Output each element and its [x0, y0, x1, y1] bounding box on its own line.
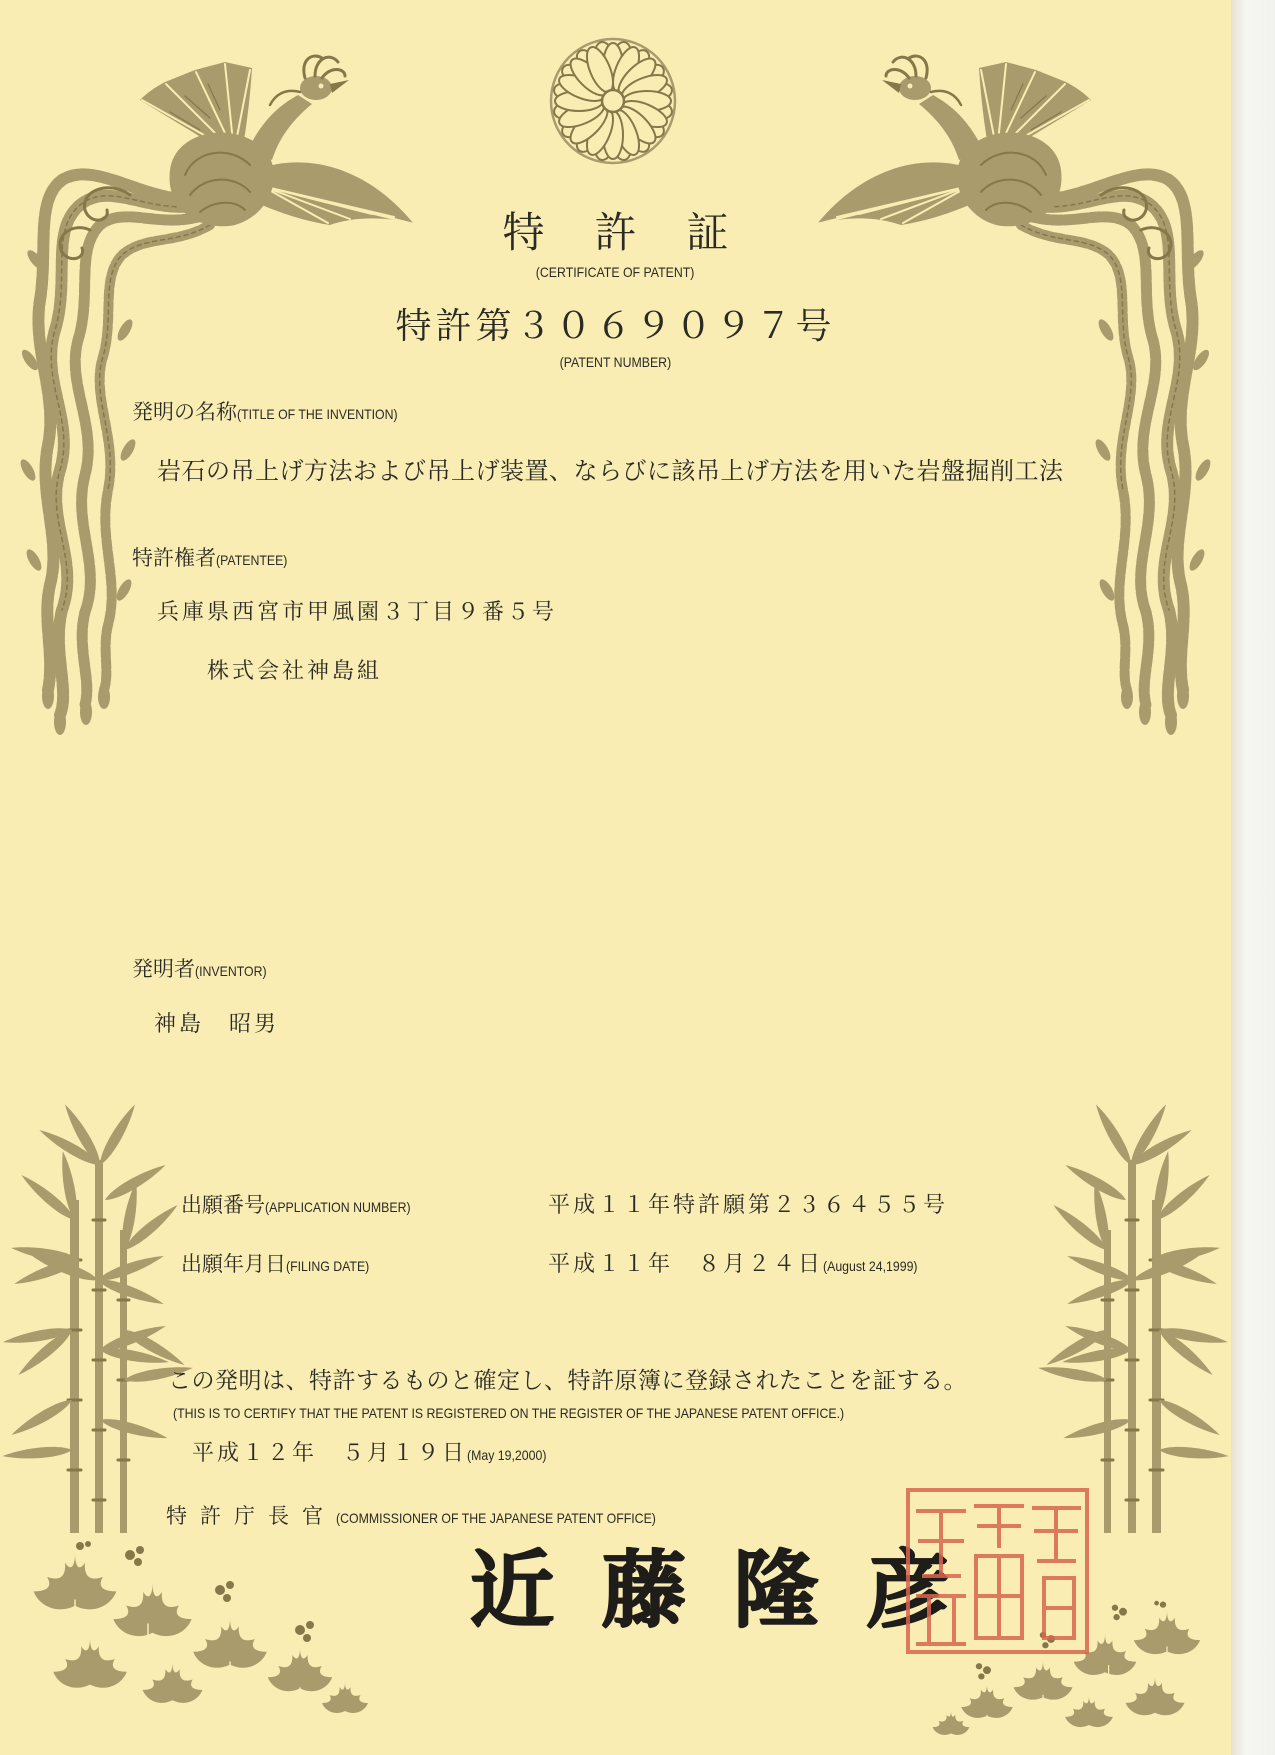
- patent-number: 特許第３０６９０９７号: [395, 306, 836, 347]
- patentee-name: 株式会社神島組: [207, 659, 383, 684]
- filing-date-label-row: [181, 1252, 381, 1277]
- patentee-label: 特許権者: [132, 546, 216, 570]
- patentee-address: 兵庫県西宮市甲風園３丁目９番５号: [157, 600, 558, 625]
- invention-title-label: 発明の名称: [132, 400, 237, 424]
- application-number: 平成１１年特許願第２３６４５５号: [548, 1193, 949, 1218]
- application-number-label-row: [181, 1193, 430, 1218]
- inventor-label-en: (INVENTOR): [195, 963, 267, 979]
- inventor-name: 神島 昭男: [154, 1012, 280, 1037]
- application-number-label: 出願番号: [181, 1193, 265, 1217]
- bamboo-left-icon: [2, 1102, 194, 1533]
- official-seal-icon: [904, 1486, 1091, 1656]
- invention-title-label-en: (TITLE OF THE INVENTION): [237, 406, 398, 422]
- filing-date-label-en: (FILING DATE): [286, 1258, 370, 1274]
- patentee-label-row: [132, 546, 297, 571]
- certification-statement-en-row: [173, 1403, 936, 1422]
- patentee-label-en: (PATENTEE): [216, 552, 288, 568]
- filing-date-label: 出願年月日: [181, 1252, 286, 1276]
- commissioner-name: 近藤隆彦: [470, 1540, 999, 1639]
- phoenix-left-icon: [18, 56, 414, 735]
- bamboo-right-icon: [1037, 1102, 1229, 1533]
- commissioner-title: 特許庁長官: [166, 1504, 336, 1528]
- filing-date-en: (August 24,1999): [823, 1258, 918, 1274]
- leaf-cluster-left-icon: [34, 1541, 368, 1729]
- registration-date-en: (May 19,2000): [467, 1447, 547, 1463]
- invention-title: 岩石の吊上げ方法および吊上げ装置、ならびに該吊上げ方法を用いた岩盤掘削工法: [157, 457, 1064, 485]
- commissioner-title-row: [166, 1504, 700, 1529]
- registration-date: 平成１２年 ５月１９日: [192, 1441, 468, 1466]
- inventor-label: 発明者: [132, 957, 195, 981]
- patent-number-en: (PATENT NUMBER): [559, 354, 672, 370]
- commissioner-title-en: (COMMISSIONER OF THE JAPANESE PATENT OFFICE): [336, 1510, 656, 1526]
- filing-date-row: [548, 1252, 930, 1278]
- phoenix-right-icon: [817, 56, 1213, 735]
- invention-title-label-row: [132, 400, 420, 425]
- certification-statement-en: (THIS IS TO CERTIFY THAT THE PATENT IS REGISTERED ON THE REGISTER OF THE JAPANESE PATENT OFFICE.): [173, 1405, 845, 1421]
- filing-date: 平成１１年 ８月２４日: [548, 1252, 824, 1277]
- inventor-label-row: [132, 957, 276, 982]
- certification-statement: この発明は、特許するものと確定し、特許原簿に登録されたことを証する。: [168, 1368, 967, 1394]
- certificate-title-en: (CERTIFICATE OF PATENT): [536, 264, 695, 280]
- registration-date-row: [192, 1441, 557, 1467]
- certificate-title: 特許証: [502, 208, 779, 257]
- patent-number-en-row: [0, 352, 1231, 371]
- chrysanthemum-crest-icon: [551, 39, 675, 163]
- certificate-title-en-row: [0, 262, 1231, 281]
- application-number-label-en: (APPLICATION NUMBER): [265, 1199, 411, 1215]
